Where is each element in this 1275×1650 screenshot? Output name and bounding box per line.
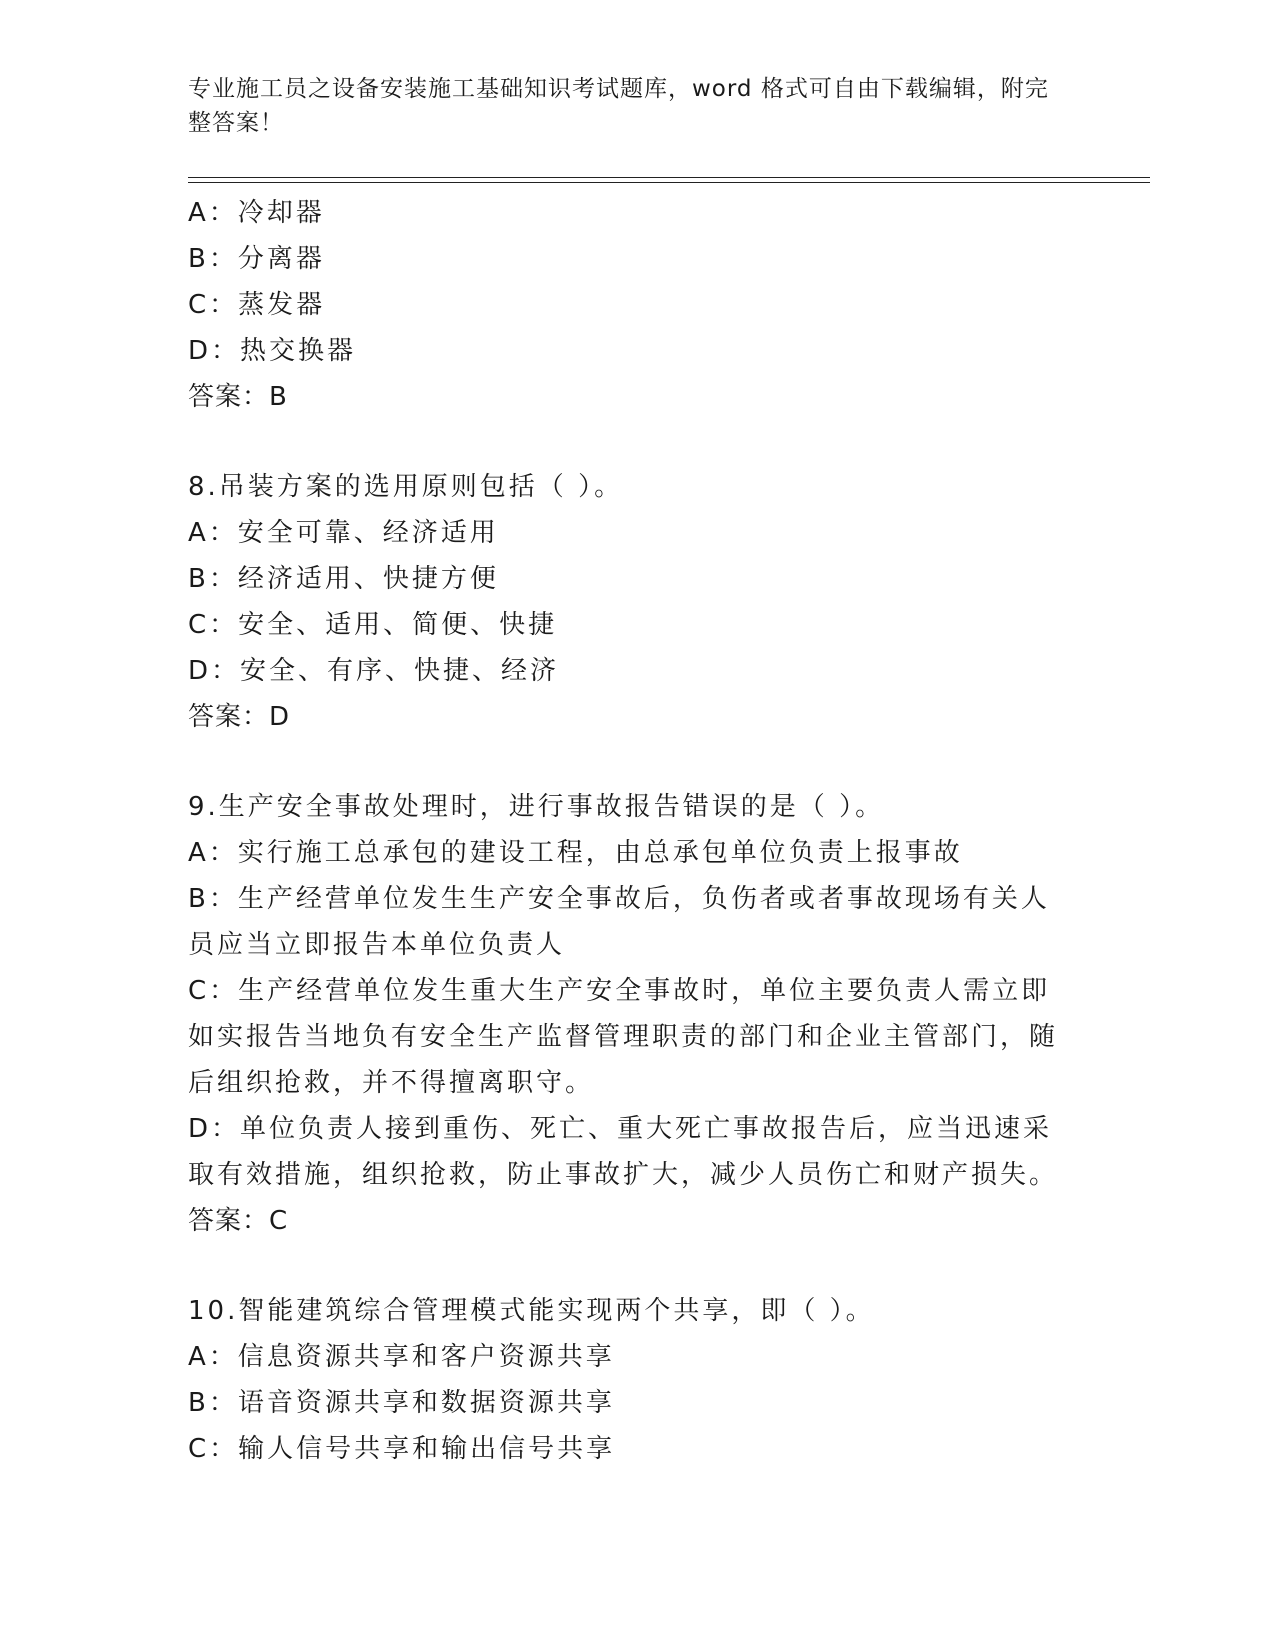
option-c: C：安全、适用、简便、快捷	[188, 610, 558, 640]
question-9-block	[188, 784, 1088, 1244]
spacer	[188, 740, 1088, 784]
answer-label: 答案：D	[188, 702, 291, 732]
option-b: B：经济适用、快捷方便	[188, 564, 499, 594]
answer-label: 答案：C	[188, 1206, 289, 1236]
question-text: 8.吊装方案的选用原则包括（ ）。	[188, 472, 624, 502]
answer-label: 答案：B	[188, 382, 288, 412]
question-10-block	[188, 1288, 1088, 1472]
option-b: B：分离器	[188, 244, 325, 274]
option-c: C：输人信号共享和输出信号共享	[188, 1434, 616, 1464]
question-8-block	[188, 464, 1088, 740]
option-a: A：信息资源共享和客户资源共享	[188, 1342, 615, 1372]
option-a: A：安全可靠、经济适用	[188, 518, 499, 548]
option-d: D：热交换器	[188, 336, 357, 366]
option-b: B：语音资源共享和数据资源共享	[188, 1388, 615, 1418]
header-divider-bottom	[188, 182, 1150, 183]
option-a: A：冷却器	[188, 198, 325, 228]
document-header: 专业施工员之设备安装施工基础知识考试题库，word 格式可自由下载编辑，附完整答案！	[188, 76, 1049, 136]
option-d: D：单位负责人接到重伤、死亡、重大死亡事故报告后，应当迅速采取有效措施，组织抢救，防止事故扩大，减少人员伤亡和财产损失。	[188, 1114, 1059, 1190]
question-text: 10.智能建筑综合管理模式能实现两个共享，即（ ）。	[188, 1296, 875, 1326]
spacer	[188, 420, 1088, 464]
option-b: B：生产经营单位发生生产安全事故后，负伤者或者事故现场有关人员应当立即报告本单位负责人	[188, 884, 1050, 960]
spacer	[188, 1244, 1088, 1288]
question-text: 9.生产安全事故处理时，进行事故报告错误的是（ ）。	[188, 792, 885, 822]
option-c: C：蒸发器	[188, 290, 326, 320]
option-c: C：生产经营单位发生重大生产安全事故时，单位主要负责人需立即如实报告当地负有安全生产监督管理职责的部门和企业主管部门，随后组织抢救，并不得擅离职守。	[188, 976, 1059, 1098]
header-divider-top	[188, 177, 1150, 178]
option-d: D：安全、有序、快捷、经济	[188, 656, 560, 686]
question-content	[188, 190, 1088, 1472]
question-7-block	[188, 190, 1088, 420]
option-a: A：实行施工总承包的建设工程，由总承包单位负责上报事故	[188, 838, 963, 868]
